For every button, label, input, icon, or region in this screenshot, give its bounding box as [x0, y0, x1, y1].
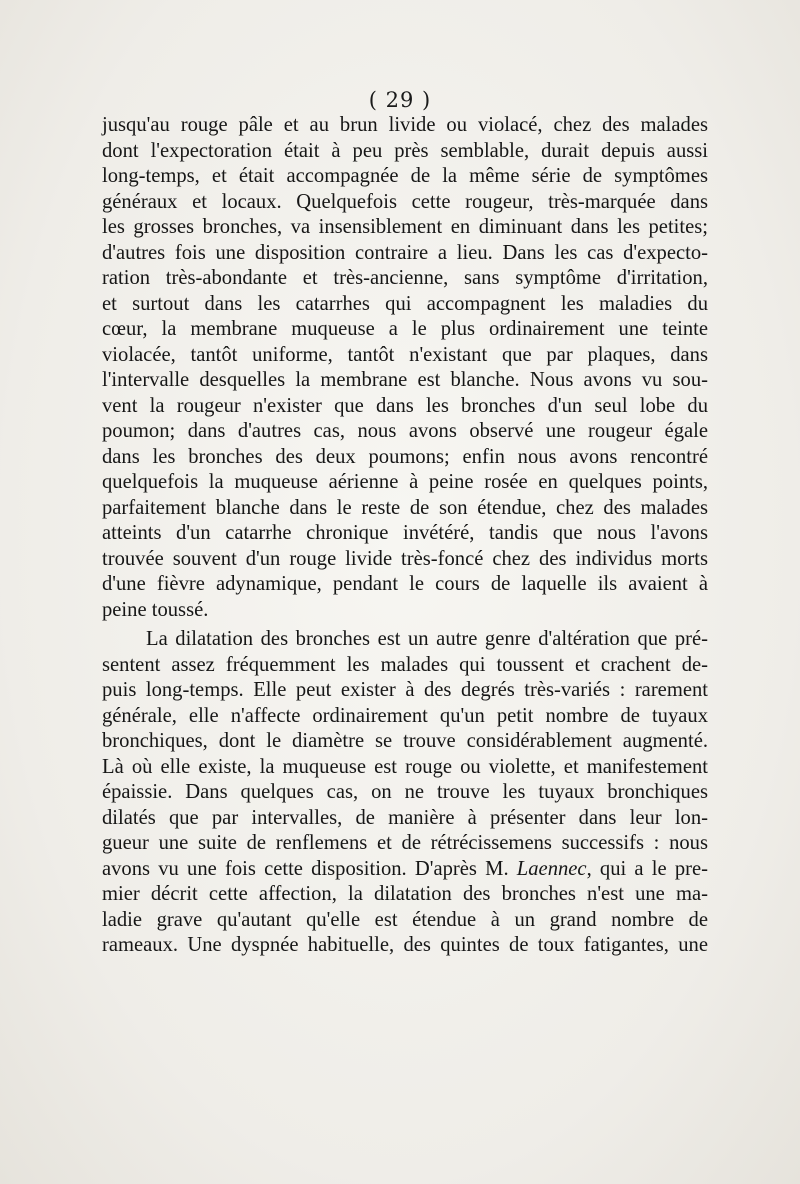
text-line: l'intervalle desquelles la membrane est blanche. Nous avons vu sou-: [102, 369, 708, 391]
text-line: violacée, tantôt uniforme, tantôt n'existant que par plaques, dans: [102, 343, 708, 366]
text-line: d'une fièvre adynamique, pendant le cours de laquelle ils avaient à: [102, 573, 708, 595]
text-line: cœur, la membrane muqueuse a le plus ordinairement une teinte: [102, 318, 708, 340]
text-line: puis long-temps. Elle peut exister à des degrés très-variés : rarement: [102, 679, 708, 701]
text-fragment: avons vu une fois cette disposition. D'après M.: [102, 857, 517, 880]
text-line: ladie grave qu'autant qu'elle est étendue à un grand nombre de: [102, 908, 708, 931]
text-line: jusqu'au rouge pâle et au brun livide ou violacé, chez des malades: [102, 114, 708, 136]
text-line: quelquefois la muqueuse aérienne à peine rosée en quelques points,: [102, 471, 708, 493]
text-line: d'autres fois une disposition contraire a lieu. Dans les cas d'expecto-: [102, 241, 708, 264]
text-line: La dilatation des bronches est un autre genre d'altération que pré-: [146, 628, 708, 650]
text-line: dont l'expectoration était à peu près semblable, durait depuis aussi: [102, 139, 708, 162]
text-line: long-temps, et était accompagnée de la même série de symptômes: [102, 165, 708, 187]
text-line: rameaux. Une dyspnée habituelle, des quintes de toux fatigantes, une: [102, 934, 708, 956]
text-line-with-author: [102, 857, 708, 883]
text-line: poumon; dans d'autres cas, nous avons observé une rougeur égale: [102, 420, 708, 442]
text-line: atteints d'un catarrhe chronique invétéré, tandis que nous l'avons: [102, 522, 708, 544]
text-line: dilatés que par intervalles, de manière à présenter dans leur lon-: [102, 806, 708, 829]
text-line: mier décrit cette affection, la dilatation des bronches n'est une ma-: [102, 883, 708, 905]
text-line: Là où elle existe, la muqueuse est rouge ou violette, et manifestement: [102, 755, 708, 778]
page-number: ( 29 ): [368, 88, 432, 112]
text-line: ration très-abondante et très-ancienne, sans symptôme d'irritation,: [102, 267, 708, 289]
text-line: trouvée souvent d'un rouge livide très-foncé chez des individus morts: [102, 547, 708, 570]
paragraph-2: [102, 627, 708, 959]
text-line: dans les bronches des deux poumons; enfin nous avons rencontré: [102, 445, 708, 468]
text-line: épaissie. Dans quelques cas, on ne trouve les tuyaux bronchiques: [102, 781, 708, 803]
text-line: générale, elle n'affecte ordinairement qu'un petit nombre de tuyaux: [102, 704, 708, 727]
text-line: peine toussé.: [102, 598, 209, 621]
text-fragment: , qui a le pre-: [586, 857, 708, 880]
paragraph-1: [102, 113, 708, 623]
body-text: [102, 113, 708, 959]
text-line: gueur une suite de renflemens et de rétrécissemens successifs : nous: [102, 832, 708, 854]
text-line: les grosses bronches, va insensiblement en diminuant dans les petites;: [102, 216, 708, 238]
text-line: généraux et locaux. Quelquefois cette rougeur, très-marquée dans: [102, 190, 708, 213]
text-line: parfaitement blanche dans le reste de son étendue, chez des malades: [102, 496, 708, 519]
text-line: et surtout dans les catarrhes qui accompagnent les maladies du: [102, 292, 708, 315]
text-line: bronchiques, dont le diamètre se trouve considérablement augmenté.: [102, 730, 708, 752]
text-line: sentent assez fréquemment les malades qui toussent et crachent de-: [102, 653, 708, 676]
text-line: vent la rougeur n'exister que dans les bronches d'un seul lobe du: [102, 394, 708, 417]
author-name: Laennec: [516, 857, 587, 880]
